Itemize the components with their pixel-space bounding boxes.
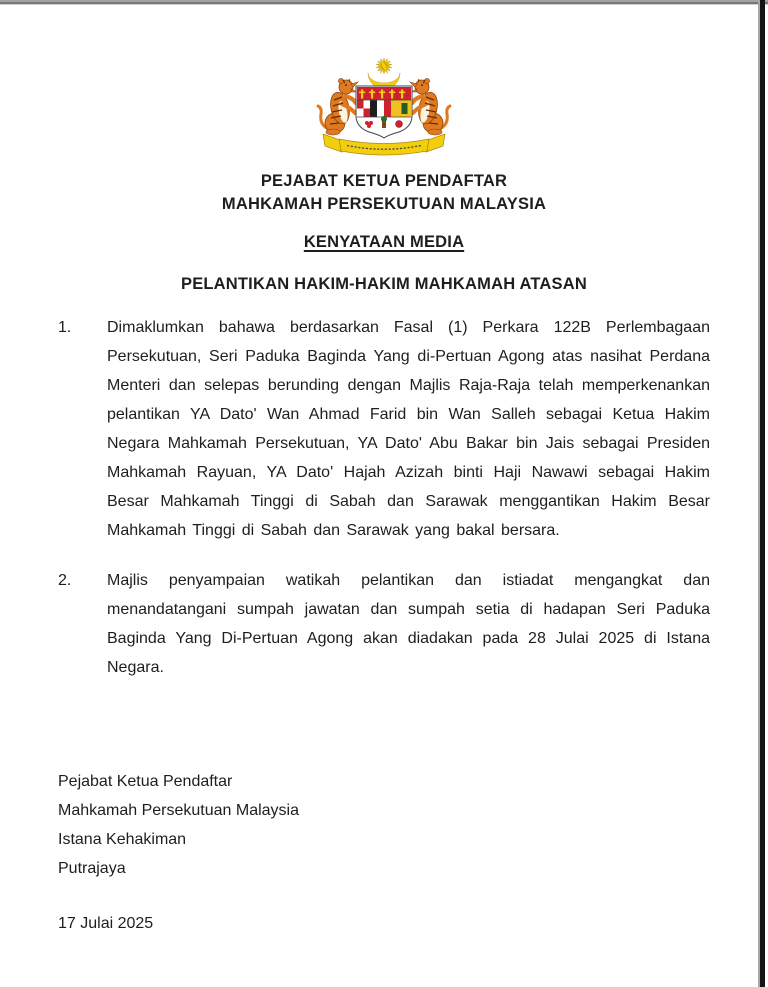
malaysia-coat-of-arms-icon bbox=[309, 56, 459, 156]
scan-edge-right bbox=[760, 0, 765, 987]
signature-block bbox=[58, 767, 710, 883]
signature-building: Istana Kehakiman bbox=[58, 831, 187, 848]
paragraph-2 bbox=[58, 566, 710, 682]
letterhead-line1: PEJABAT KETUA PENDAFTAR bbox=[260, 172, 508, 190]
subject-heading: PELANTIKAN HAKIM-HAKIM MAHKAMAH ATASAN bbox=[180, 275, 587, 293]
paragraph-2-text: Majlis penyampaian watikah pelantikan dan istiadat mengangkat dan menandatangani sumpah jawatan dan sumpah setia di hadapan Seri Paduka Baginda Yang Di-Pertuan Agong akan diadakan pada 28 Julai 2025 di Istana Negara. bbox=[107, 572, 710, 676]
scan-edge-top bbox=[0, 0, 768, 5]
document-date: 17 Julai 2025 bbox=[58, 915, 154, 932]
signature-office: Pejabat Ketua Pendaftar bbox=[58, 773, 233, 790]
document-content bbox=[0, 56, 768, 938]
signature-court: Mahkamah Persekutuan Malaysia bbox=[58, 802, 300, 819]
statement-type-heading: KENYATAAN MEDIA bbox=[303, 233, 465, 251]
signature-city: Putrajaya bbox=[58, 860, 126, 877]
letterhead bbox=[58, 170, 710, 216]
letterhead-line2: MAHKAMAH PERSEKUTUAN MALAYSIA bbox=[221, 195, 547, 213]
paragraph-1 bbox=[58, 313, 710, 545]
star-and-crescent bbox=[368, 58, 400, 89]
paragraph-1-text: Dimaklumkan bahawa berdasarkan Fasal (1) Perkara 122B Perlembagaan Persekutuan, Seri Paduka Baginda Yang di-Pertuan Agong atas nasihat Perdana Menteri dan selepas berunding dengan Majlis Raja-Raja telah memperkenankan pelantikan YA Dato' Wan Ahmad Farid bin Wan Salleh sebagai Ketua Hakim Negara Mahkamah Persekutuan, YA Dato' Abu Bakar bin Jais sebagai Presiden Mahkamah Rayuan, YA Dato' Hajah Azizah binti Haji Nawawi sebagai Hakim Besar Mahkamah Tinggi di Sabah dan Sarawak menggantikan Hakim Besar Mahkamah Tinggi di Sabah dan Sarawak yang bakal bersara. bbox=[107, 319, 710, 539]
body-paragraphs bbox=[58, 313, 710, 682]
paragraph-1-number: 1. bbox=[58, 319, 72, 336]
shield bbox=[356, 86, 412, 138]
paragraph-2-number: 2. bbox=[58, 572, 72, 589]
